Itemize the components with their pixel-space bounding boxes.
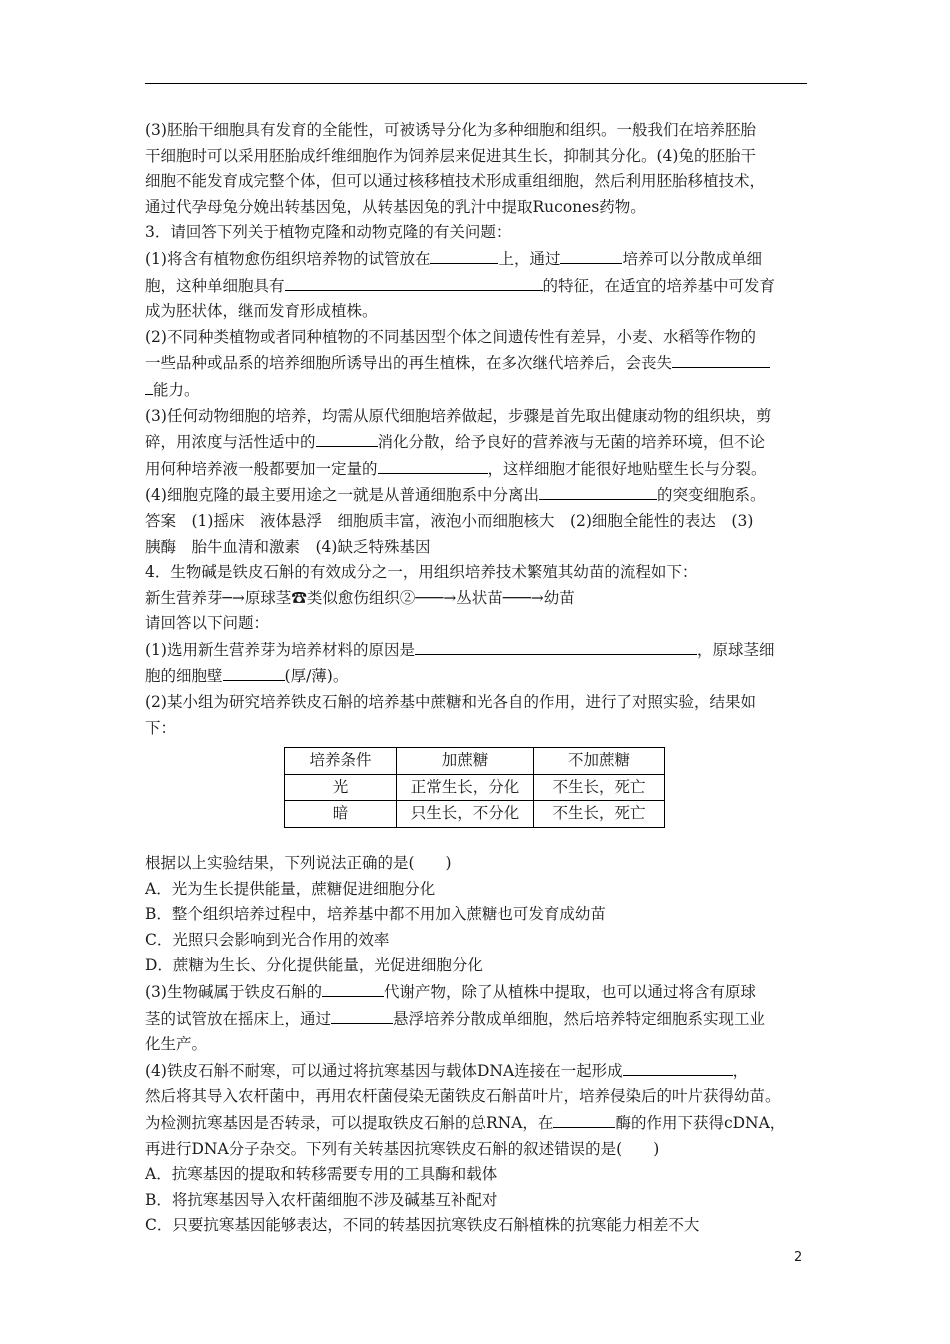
answer-blank[interactable] [285,273,543,291]
answer-blank[interactable] [539,482,657,500]
text-line: 为检测抗寒基因是否转录，可以提取铁皮石斛的总RNA，在 酶的作用下获得cDNA， [145,1110,810,1137]
question-stem: 再进行DNA分子杂交。下列有关转基因抗寒铁皮石斛的叙述错误的是( ) [145,1139,660,1158]
text-line: 然后将其导入农杆菌中，再用农杆菌侵染无菌铁皮石斛苗叶片，培养侵染后的叶片获得幼苗。 [145,1087,781,1106]
answer-blank[interactable] [553,1110,615,1128]
question-3 [145,220,810,560]
text-line: 茎的试管放在摇床上，通过 悬浮培养分散成单细胞，然后培养特定细胞系实现工业 [145,1006,810,1033]
choice-option: A．光为生长提供能量，蔗糖促进细胞分化 [145,879,436,898]
answer-blank[interactable] [223,663,285,681]
question-stem: 根据以上实验结果，下列说法正确的是( ) [145,854,452,873]
text-line: 碎，用浓度与活性适中的 消化分散，给予良好的营养液与无菌的培养环境，但不论 [145,429,810,456]
text-line: (3)生物碱属于铁皮石斛的 代谢产物，除了从植株中提取，也可以通过将含有原球 [145,979,810,1006]
text-line: 通过代孕母兔分娩出转基因兔，从转基因兔的乳汁中提取Rucones药物。 [145,197,646,216]
table-cell: 暗 [285,801,397,828]
text-line: 能力。 [145,377,810,404]
table-header: 加蔗糖 [397,748,534,775]
answer-blank[interactable] [331,1006,393,1024]
table-row [285,801,665,828]
table-header: 培养条件 [285,748,397,775]
text-line: (2)某小组为研究培养铁皮石斛的培养基中蔗糖和光各自的作用，进行了对照实验，结果如 [145,693,756,712]
text-line: 请回答以下问题： [145,614,270,633]
process-flow: 新生营养芽─→原球茎☎类似愈伤组织②───→丛状苗───→幼苗 [145,588,575,607]
text-line: (1)将含有植物愈伤组织培养物的试管放在 上，通过 培养可以分散成单细 [145,246,810,273]
page-content [145,118,810,1239]
table-cell: 不生长，死亡 [534,774,665,801]
question-4 [145,560,810,1239]
header-rule [145,83,807,84]
text-line: 成为胚状体，继而发育形成植株。 [145,302,378,321]
answer-blank[interactable] [322,979,384,997]
table-cell: 光 [285,774,397,801]
text-line: (1)选用新生营养芽为培养材料的原因是 ，原球茎细 [145,637,810,664]
answer-blank[interactable] [672,350,770,368]
text-line: (3)任何动物细胞的培养，均需从原代细胞培养做起，步骤是首先取出健康动物的组织块，剪 [145,406,772,425]
results-table [284,747,665,828]
table-cell: 正常生长，分化 [397,774,534,801]
table-header-row [285,748,665,775]
intro-paragraph [145,118,810,220]
text-line: 胞，这种单细胞具有 的特征，在适宜的培养基中可发育 [145,273,810,300]
answer-blank[interactable] [623,1058,733,1076]
answer-blank[interactable] [316,429,378,447]
text-line: (3)胚胎干细胞具有发育的全能性，可被诱导分化为多种细胞和组织。一般我们在培养胚胎 [145,121,756,139]
choice-option: A．抗寒基因的提取和转移需要专用的工具酶和载体 [145,1165,498,1184]
choice-option: B．整个组织培养过程中，培养基中都不用加入蔗糖也可发育成幼苗 [145,905,606,924]
page-number: 2 [794,1250,803,1265]
answer-line: 答案 (1)摇床 液体悬浮 细胞质丰富，液泡小而细胞核大 (2)细胞全能性的表达 (3) [145,511,754,530]
table-cell: 不生长，死亡 [534,801,665,828]
choice-option: D．蔗糖为生长、分化提供能量，光促进细胞分化 [145,956,483,975]
answer-blank[interactable] [378,456,488,474]
text-line: (2)不同种类植物或者同种植物的不同基因型个体之间遗传性有差异，小麦、水稻等作物的 [145,327,756,346]
text-line: 细胞不能发育成完整个体，但可以通过核移植技术形成重组细胞，然后利用胚胎移植技术， [145,172,766,191]
table-cell: 只生长，不分化 [397,801,534,828]
text-line: 胞的细胞壁 (厚/薄)。 [145,663,810,690]
answer-blank[interactable] [560,246,622,264]
text-line: 下： [145,718,177,737]
text-line: (4)细胞克隆的最主要用途之一就是从普通细胞系中分离出 的突变细胞系。 [145,482,810,509]
text-line: 一些品种或品系的培养细胞所诱导出的再生植株，在多次继代培养后，会丧失 [145,350,810,377]
table-header: 不加蔗糖 [534,748,665,775]
answer-line: 胰酶 胎牛血清和激素 (4)缺乏特殊基因 [145,537,431,556]
answer-blank[interactable] [145,377,153,395]
question-title: 4．生物碱是铁皮石斛的有效成分之一，用组织培养技术繁殖其幼苗的流程如下： [145,563,698,582]
text-line: 化生产。 [145,1035,208,1054]
answer-blank[interactable] [415,637,697,655]
text-line: (4)铁皮石斛不耐寒，可以通过将抗寒基因与载体DNA连接在一起形成 ， [145,1058,810,1085]
choice-option: B．将抗寒基因导入农杆菌细胞不涉及碱基互补配对 [145,1190,498,1209]
question-title: 3．请回答下列关于植物克隆和动物克隆的有关问题： [145,223,512,242]
choice-option: C．光照只会影响到光合作用的效率 [145,930,390,949]
text-line: 用何种培养液一般都要加一定量的 ，这样细胞才能很好地贴壁生长与分裂。 [145,456,810,483]
text-line: 干细胞时可以采用胚胎成纤维细胞作为饲养层来促进其生长，抑制其分化。(4)兔的胚胎干 [145,146,756,165]
answer-blank[interactable] [430,246,498,264]
table-row [285,774,665,801]
choice-option: C．只要抗寒基因能够表达，不同的转基因抗寒铁皮石斛植株的抗寒能力相差不大 [145,1216,700,1235]
